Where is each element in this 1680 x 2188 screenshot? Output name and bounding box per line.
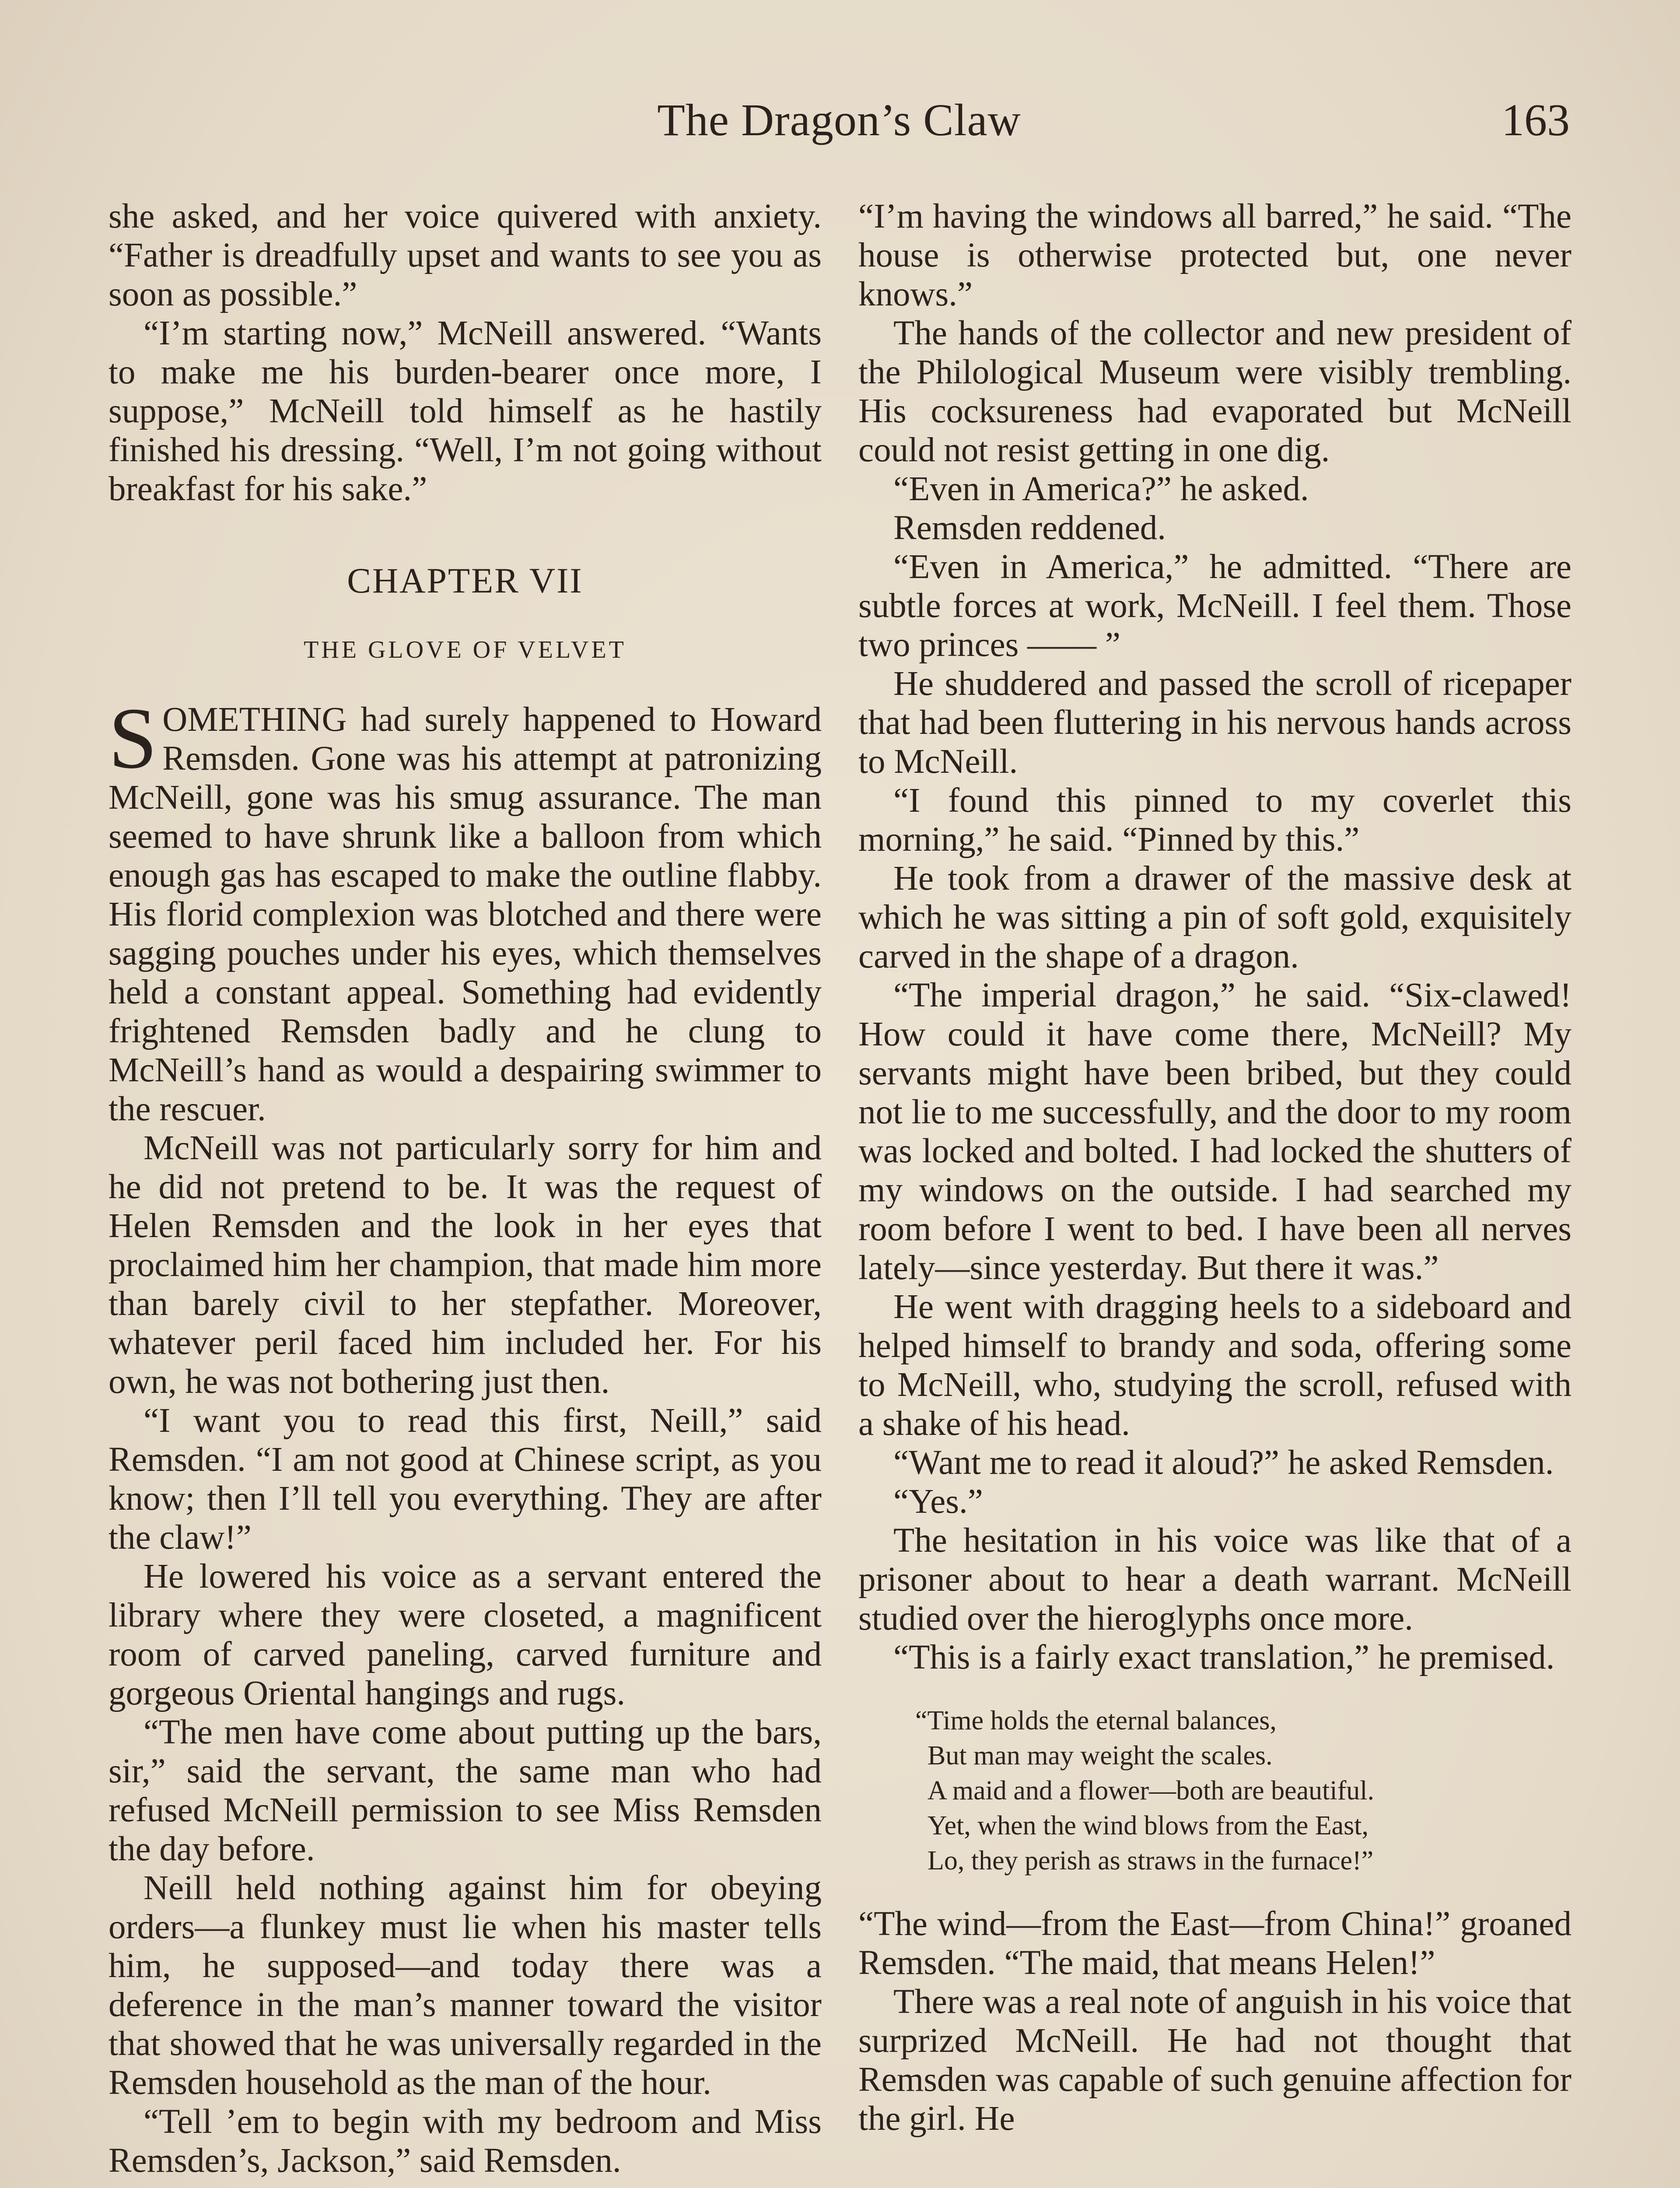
paragraph: He took from a drawer of the massive desk at which he was sitting a pin of soft gold, exquisitely carved in the shape of a dragon. [858, 859, 1572, 975]
poem [915, 1703, 1572, 1878]
paragraph: “The wind—from the East—from China!” groaned Remsden. “The maid, that means Helen!” [858, 1905, 1572, 1982]
paragraph: “The men have come about putting up the bars, sir,” said the servant, the same man who had refused McNeill permission to see Miss Remsden the day before. [108, 1713, 822, 1868]
poem-line: A maid and a flower—both are beautiful. [928, 1776, 1374, 1806]
paragraph: “I found this pinned to my coverlet this morning,” he said. “Pinned by this.” [858, 782, 1572, 859]
paragraph-text: OMETHING had surely happened to Howard Remsden. Gone was his attempt at patronizing McNeill, gone was his smug assurance. The man seemed to have shrunk like a balloon from which enough gas has escaped to make the outline flabby. His florid complexion was blotched and there were sagging pouches under his eyes, which themselves held a constant appeal. Something had evidently frightened Remsden badly and he clung to McNeill’s hand as would a despairing swimmer to the rescuer. [108, 701, 822, 1128]
paragraph: “Want me to read it aloud?” he asked Remsden. [893, 1444, 1554, 1482]
paragraph: “Even in America,” he admitted. “There are subtle forces at work, McNeill. I feel them. Those two princes —— ” [858, 548, 1572, 664]
paragraph: Neill held nothing against him for obeying orders—a flunkey must lie when his master tells him, he supposed—and today there was a deference in the man’s manner toward the visitor that showed that he was universally regarded in the Remsden household as the man of the hour. [108, 1869, 822, 2102]
paragraph: she asked, and her voice quivered with anxiety. “Father is dreadfully upset and wants to see you as soon as possible.” [108, 197, 822, 313]
paragraph: “I’m starting now,” McNeill answered. “Wants to make me his burden-bearer once more, I suppose,” McNeill told himself as he hastily finished his dressing. “Well, I’m not going without breakfast for his sake.” [108, 314, 822, 508]
running-title: The Dragon’s Claw [657, 95, 1021, 145]
paragraph: There was a real note of anguish in his voice that surprized McNeill. He had not thought that Remsden was capable of such genuine affection for the girl. He [858, 1983, 1572, 2138]
poem-line: Lo, they perish as straws in the furnace!” [928, 1846, 1374, 1876]
right-column [858, 197, 1572, 2138]
paragraph: He went with dragging heels to a sideboard and helped himself to brandy and soda, offering some to McNeill, who, studying the scroll, refused with a shake of his head. [858, 1288, 1572, 1443]
left-column [108, 197, 822, 2180]
chapter-opening-paragraph [108, 690, 822, 1129]
chapter-subtitle: THE GLOVE OF VELVET [304, 636, 626, 663]
page-number: 163 [1502, 95, 1570, 145]
paragraph: “Even in America?” he asked. [893, 470, 1309, 508]
paragraph: “Tell ’em to begin with my bedroom and Miss Remsden’s, Jackson,” said Remsden. [108, 2103, 822, 2180]
running-head [108, 94, 1570, 160]
paragraph: The hesitation in his voice was like that of a prisoner about to hear a death warrant. McNeill studied over the hieroglyphs once more. [858, 1522, 1572, 1637]
poem-line: “Time holds the eternal balances, [915, 1706, 1277, 1736]
paragraph: “This is a fairly exact translation,” he premised. [893, 1638, 1555, 1676]
poem-line: But man may weight the scales. [928, 1741, 1273, 1771]
paragraph: The hands of the collector and new president of the Philological Museum were visibly trembling. His cocksureness had evaporated but McNeill could not resist getting in one dig. [858, 314, 1572, 469]
drop-cap: S [108, 690, 158, 787]
paragraph: “I want you to read this first, Neill,” said Remsden. “I am not good at Chinese script, as you know; then I’ll tell you everything. They are after the claw!” [108, 1402, 822, 1557]
chapter-title: CHAPTER VII [347, 561, 583, 600]
paragraph: McNeill was not particularly sorry for him and he did not pretend to be. It was the request of Helen Remsden and the look in her eyes that proclaimed him her champion, that made him more than barely civil to her stepfather. Moreover, whatever peril faced him included her. For his own, he was not bothering just then. [108, 1129, 822, 1401]
paragraph: “The imperial dragon,” he said. “Six-clawed! How could it have come there, McNeill? My servants might have been bribed, but they could not lie to me successfully, and the door to my room was locked and bolted. I had locked the shutters of my windows on the outside. I had searched my room before I went to bed. I have been all nerves lately—since yesterday. But there it was.” [858, 976, 1572, 1287]
paragraph: “I’m having the windows all barred,” he said. “The house is otherwise protected but, one never knows.” [858, 197, 1572, 313]
paragraph: “Yes.” [893, 1483, 983, 1521]
paragraph: He shuddered and passed the scroll of ricepaper that had been fluttering in his nervous hands across to McNeill. [858, 665, 1572, 781]
poem-line: Yet, when the wind blows from the East, [928, 1811, 1368, 1841]
paragraph: Remsden reddened. [893, 509, 1166, 547]
paragraph: He lowered his voice as a servant entered the library where they were closeted, a magnificent room of carved paneling, carved furniture and gorgeous Oriental hangings and rugs. [108, 1557, 822, 1712]
